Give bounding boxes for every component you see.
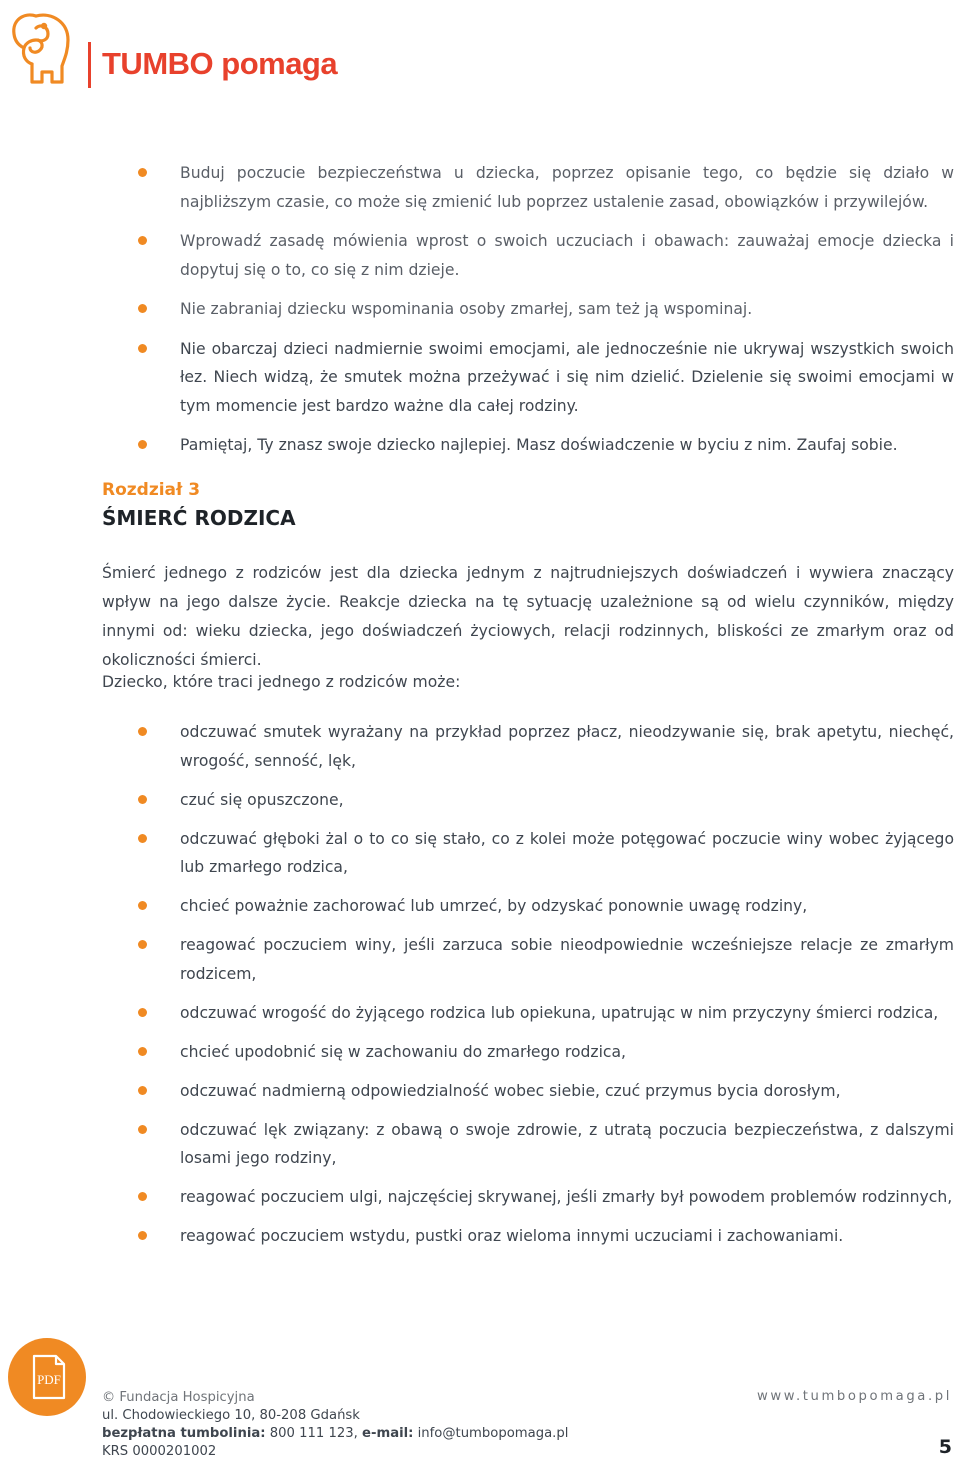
list-item: chcieć upodobnić się w zachowaniu do zmarłego rodzica, bbox=[138, 1038, 954, 1067]
list-item: odczuwać głęboki żal o to co się stało, co z kolei może potęgować poczucie winy wobec żyjącego lub zmarłego rodzica, bbox=[138, 825, 954, 882]
email-label: e-mail: bbox=[362, 1426, 414, 1441]
reactions-list bbox=[138, 718, 954, 1261]
footer-org: © Fundacja Hospicyjna bbox=[102, 1390, 255, 1405]
helpline-label: bezpłatna tumbolinia: bbox=[102, 1426, 266, 1441]
list-item: Nie zabraniaj dziecku wspominania osoby zmarłej, sam też ją wspominaj. bbox=[138, 295, 954, 324]
lead-paragraph: Dziecko, które traci jednego z rodziców może: bbox=[102, 673, 461, 691]
list-item: reagować poczuciem winy, jeśli zarzuca sobie nieodpowiednie wcześniejsze relacje ze zmarłym rodzicem, bbox=[138, 931, 954, 988]
website-link[interactable]: www.tumbopomaga.pl bbox=[757, 1389, 952, 1404]
helpline-number[interactable]: 800 111 123, bbox=[269, 1426, 358, 1441]
list-item: odczuwać nadmierną odpowiedzialność wobec siebie, czuć przymus bycia dorosłym, bbox=[138, 1077, 954, 1106]
list-item: czuć się opuszczone, bbox=[138, 786, 954, 815]
page-header bbox=[0, 0, 960, 100]
list-item: Wprowadź zasadę mówienia wprost o swoich uczuciach i obawach: zauważaj emocje dziecka i dopytuj się o to, co się z nim dzieje. bbox=[138, 227, 954, 284]
footer-krs: KRS 0000201002 bbox=[102, 1444, 217, 1459]
list-item: chcieć poważnie zachorować lub umrzeć, by odzyskać ponownie uwagę rodziny, bbox=[138, 892, 954, 921]
chapter-label: Rozdział 3 bbox=[102, 480, 201, 500]
list-item: Buduj poczucie bezpieczeństwa u dziecka, poprzez opisanie tego, co będzie się działo w najbliższym czasie, co może się zmienić lub poprzez ustalenie zasad, obowiązków i przywilejów. bbox=[138, 159, 954, 216]
brand-name: TUMBO pomaga bbox=[102, 46, 338, 81]
list-item: Pamiętaj, Ty znasz swoje dziecko najlepiej. Masz doświadczenie w byciu z nim. Zaufaj sobie. bbox=[138, 431, 954, 460]
footer-helpline bbox=[102, 1425, 568, 1443]
tips-list bbox=[138, 159, 954, 471]
elephant-icon bbox=[6, 6, 76, 90]
logo-divider bbox=[88, 42, 91, 88]
page-number: 5 bbox=[938, 1436, 952, 1458]
footer-contact bbox=[102, 1389, 568, 1460]
list-item: odczuwać lęk związany: z obawą o swoje zdrowie, z utratą poczucia bezpieczeństwa, z dalszymi losami jego rodziny, bbox=[138, 1116, 954, 1173]
pdf-label: PDF bbox=[37, 1372, 61, 1387]
list-item: odczuwać wrogość do żyjącego rodzica lub opiekuna, upatrując w nim przyczyny śmierci rodzica, bbox=[138, 999, 954, 1028]
pdf-icon[interactable] bbox=[8, 1338, 86, 1416]
footer-address: ul. Chodowieckiego 10, 80-208 Gdańsk bbox=[102, 1408, 360, 1423]
chapter-title: ŚMIERĆ RODZICA bbox=[102, 506, 296, 530]
pdf-icon-graphic bbox=[8, 1338, 86, 1416]
list-item: odczuwać smutek wyrażany na przykład poprzez płacz, nieodzywanie się, brak apetytu, niechęć, wrogość, senność, lęk, bbox=[138, 718, 954, 775]
email-link[interactable]: info@tumbopomaga.pl bbox=[417, 1426, 569, 1441]
list-item: reagować poczuciem ulgi, najczęściej skrywanej, jeśli zmarły był powodem problemów rodzinnych, bbox=[138, 1183, 954, 1212]
intro-paragraph: Śmierć jednego z rodziców jest dla dziecka jednym z najtrudniejszych doświadczeń i wywiera znaczący wpływ na jego dalsze życie. Reakcje dziecka na tę sytuację uzależnione są od wielu czynników, między innymi od: wieku dziecka, jego doświadczeń życiowych, relacji rodzinnych, bliskości ze zmarłym oraz od okoliczności śmierci. bbox=[102, 564, 954, 669]
list-item: Nie obarczaj dzieci nadmiernie swoimi emocjami, ale jednocześnie nie ukrywaj wszystkich swoich łez. Niech widzą, że smutek można przeżywać i się nim dzielić. Dzielenie się swoimi emocjami w tym momencie jest bardzo ważne dla całej rodziny. bbox=[138, 335, 954, 421]
list-item: reagować poczuciem wstydu, pustki oraz wieloma innymi uczuciami i zachowaniami. bbox=[138, 1222, 954, 1251]
